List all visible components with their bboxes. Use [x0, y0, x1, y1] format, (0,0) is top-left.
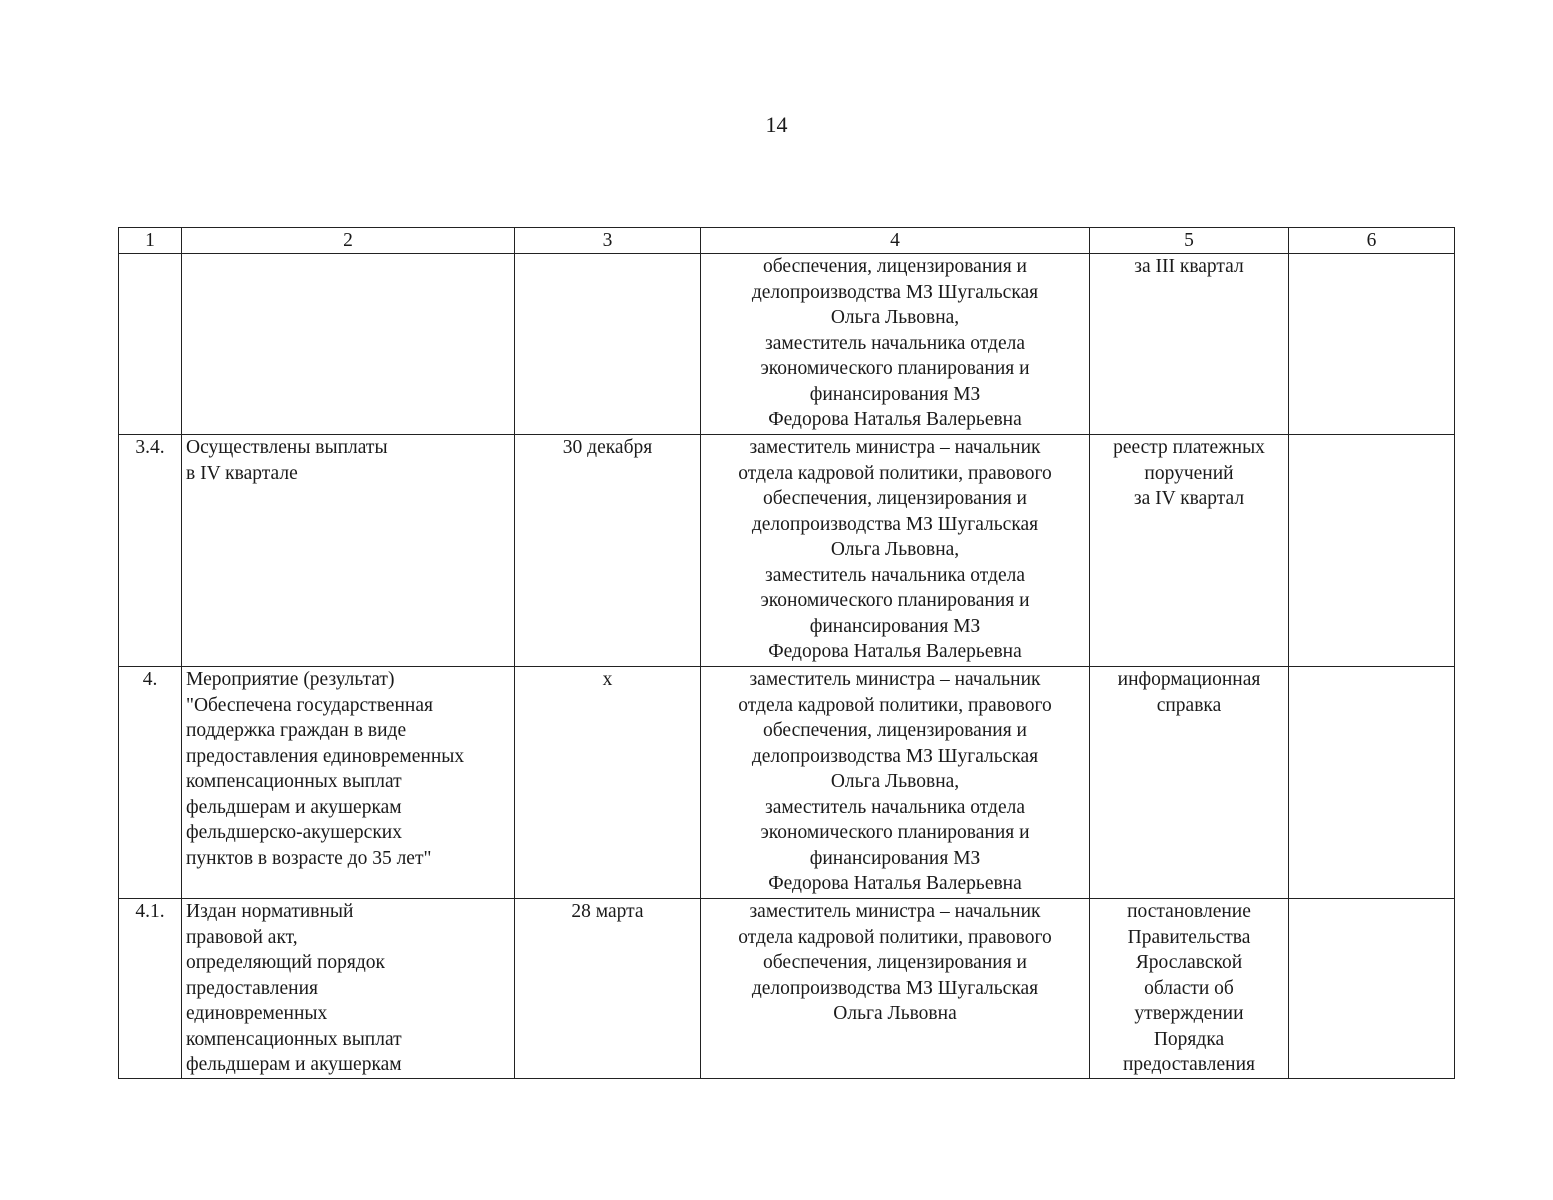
row-number: 3.4.: [119, 435, 182, 667]
row-number: 4.1.: [119, 899, 182, 1079]
column-header-6: 6: [1289, 228, 1455, 254]
row-name: Издан нормативный правовой акт, определяющий порядок предоставления единовременных компенсационных выплат фельдшерам и акушеркам: [182, 899, 515, 1079]
table-header-row: [119, 228, 1455, 254]
row-document: постановление Правительства Ярославской области об утверждении Порядка предоставления: [1090, 899, 1289, 1079]
column-header-1: 1: [119, 228, 182, 254]
table-row: [119, 899, 1455, 1079]
column-header-3: 3: [515, 228, 701, 254]
row-name: Осуществлены выплаты в IV квартале: [182, 435, 515, 667]
row-responsible: заместитель министра – начальник отдела кадровой политики, правового обеспечения, лицензирования и делопроизводства МЗ Шугальская Ольга Львовна: [701, 899, 1090, 1079]
row-document: информационная справка: [1090, 667, 1289, 899]
row-number: [119, 254, 182, 435]
row-responsible: заместитель министра – начальник отдела кадровой политики, правового обеспечения, лицензирования и делопроизводства МЗ Шугальская Ольга Львовна, заместитель начальника отдела экономического планирования и финансирования МЗ Федорова Наталья Валерьевна: [701, 667, 1090, 899]
row-name: Мероприятие (результат) "Обеспечена государственная поддержка граждан в виде предоставления единовременных компенсационных выплат фельдшерам и акушеркам фельдшерско-акушерских пунктов в возрасте до 35 лет": [182, 667, 515, 899]
page-number: 14: [765, 112, 788, 137]
plan-table: [118, 227, 1455, 1079]
row-deadline: 30 декабря: [515, 435, 701, 667]
row-note: [1289, 899, 1455, 1079]
column-header-4: 4: [701, 228, 1090, 254]
row-document: за III квартал: [1090, 254, 1289, 435]
row-note: [1289, 667, 1455, 899]
row-deadline: 28 марта: [515, 899, 701, 1079]
row-document: реестр платежных поручений за IV квартал: [1090, 435, 1289, 667]
column-header-5: 5: [1090, 228, 1289, 254]
table-row: [119, 667, 1455, 899]
table-row: [119, 435, 1455, 667]
row-deadline: х: [515, 667, 701, 899]
row-responsible: заместитель министра – начальник отдела кадровой политики, правового обеспечения, лицензирования и делопроизводства МЗ Шугальская Ольга Львовна, заместитель начальника отдела экономического планирования и финансирования МЗ Федорова Наталья Валерьевна: [701, 435, 1090, 667]
row-deadline: [515, 254, 701, 435]
row-number: 4.: [119, 667, 182, 899]
row-note: [1289, 435, 1455, 667]
row-responsible: обеспечения, лицензирования и делопроизводства МЗ Шугальская Ольга Львовна, заместитель начальника отдела экономического планирования и финансирования МЗ Федорова Наталья Валерьевна: [701, 254, 1090, 435]
row-name: [182, 254, 515, 435]
row-note: [1289, 254, 1455, 435]
table-row: [119, 254, 1455, 435]
column-header-2: 2: [182, 228, 515, 254]
